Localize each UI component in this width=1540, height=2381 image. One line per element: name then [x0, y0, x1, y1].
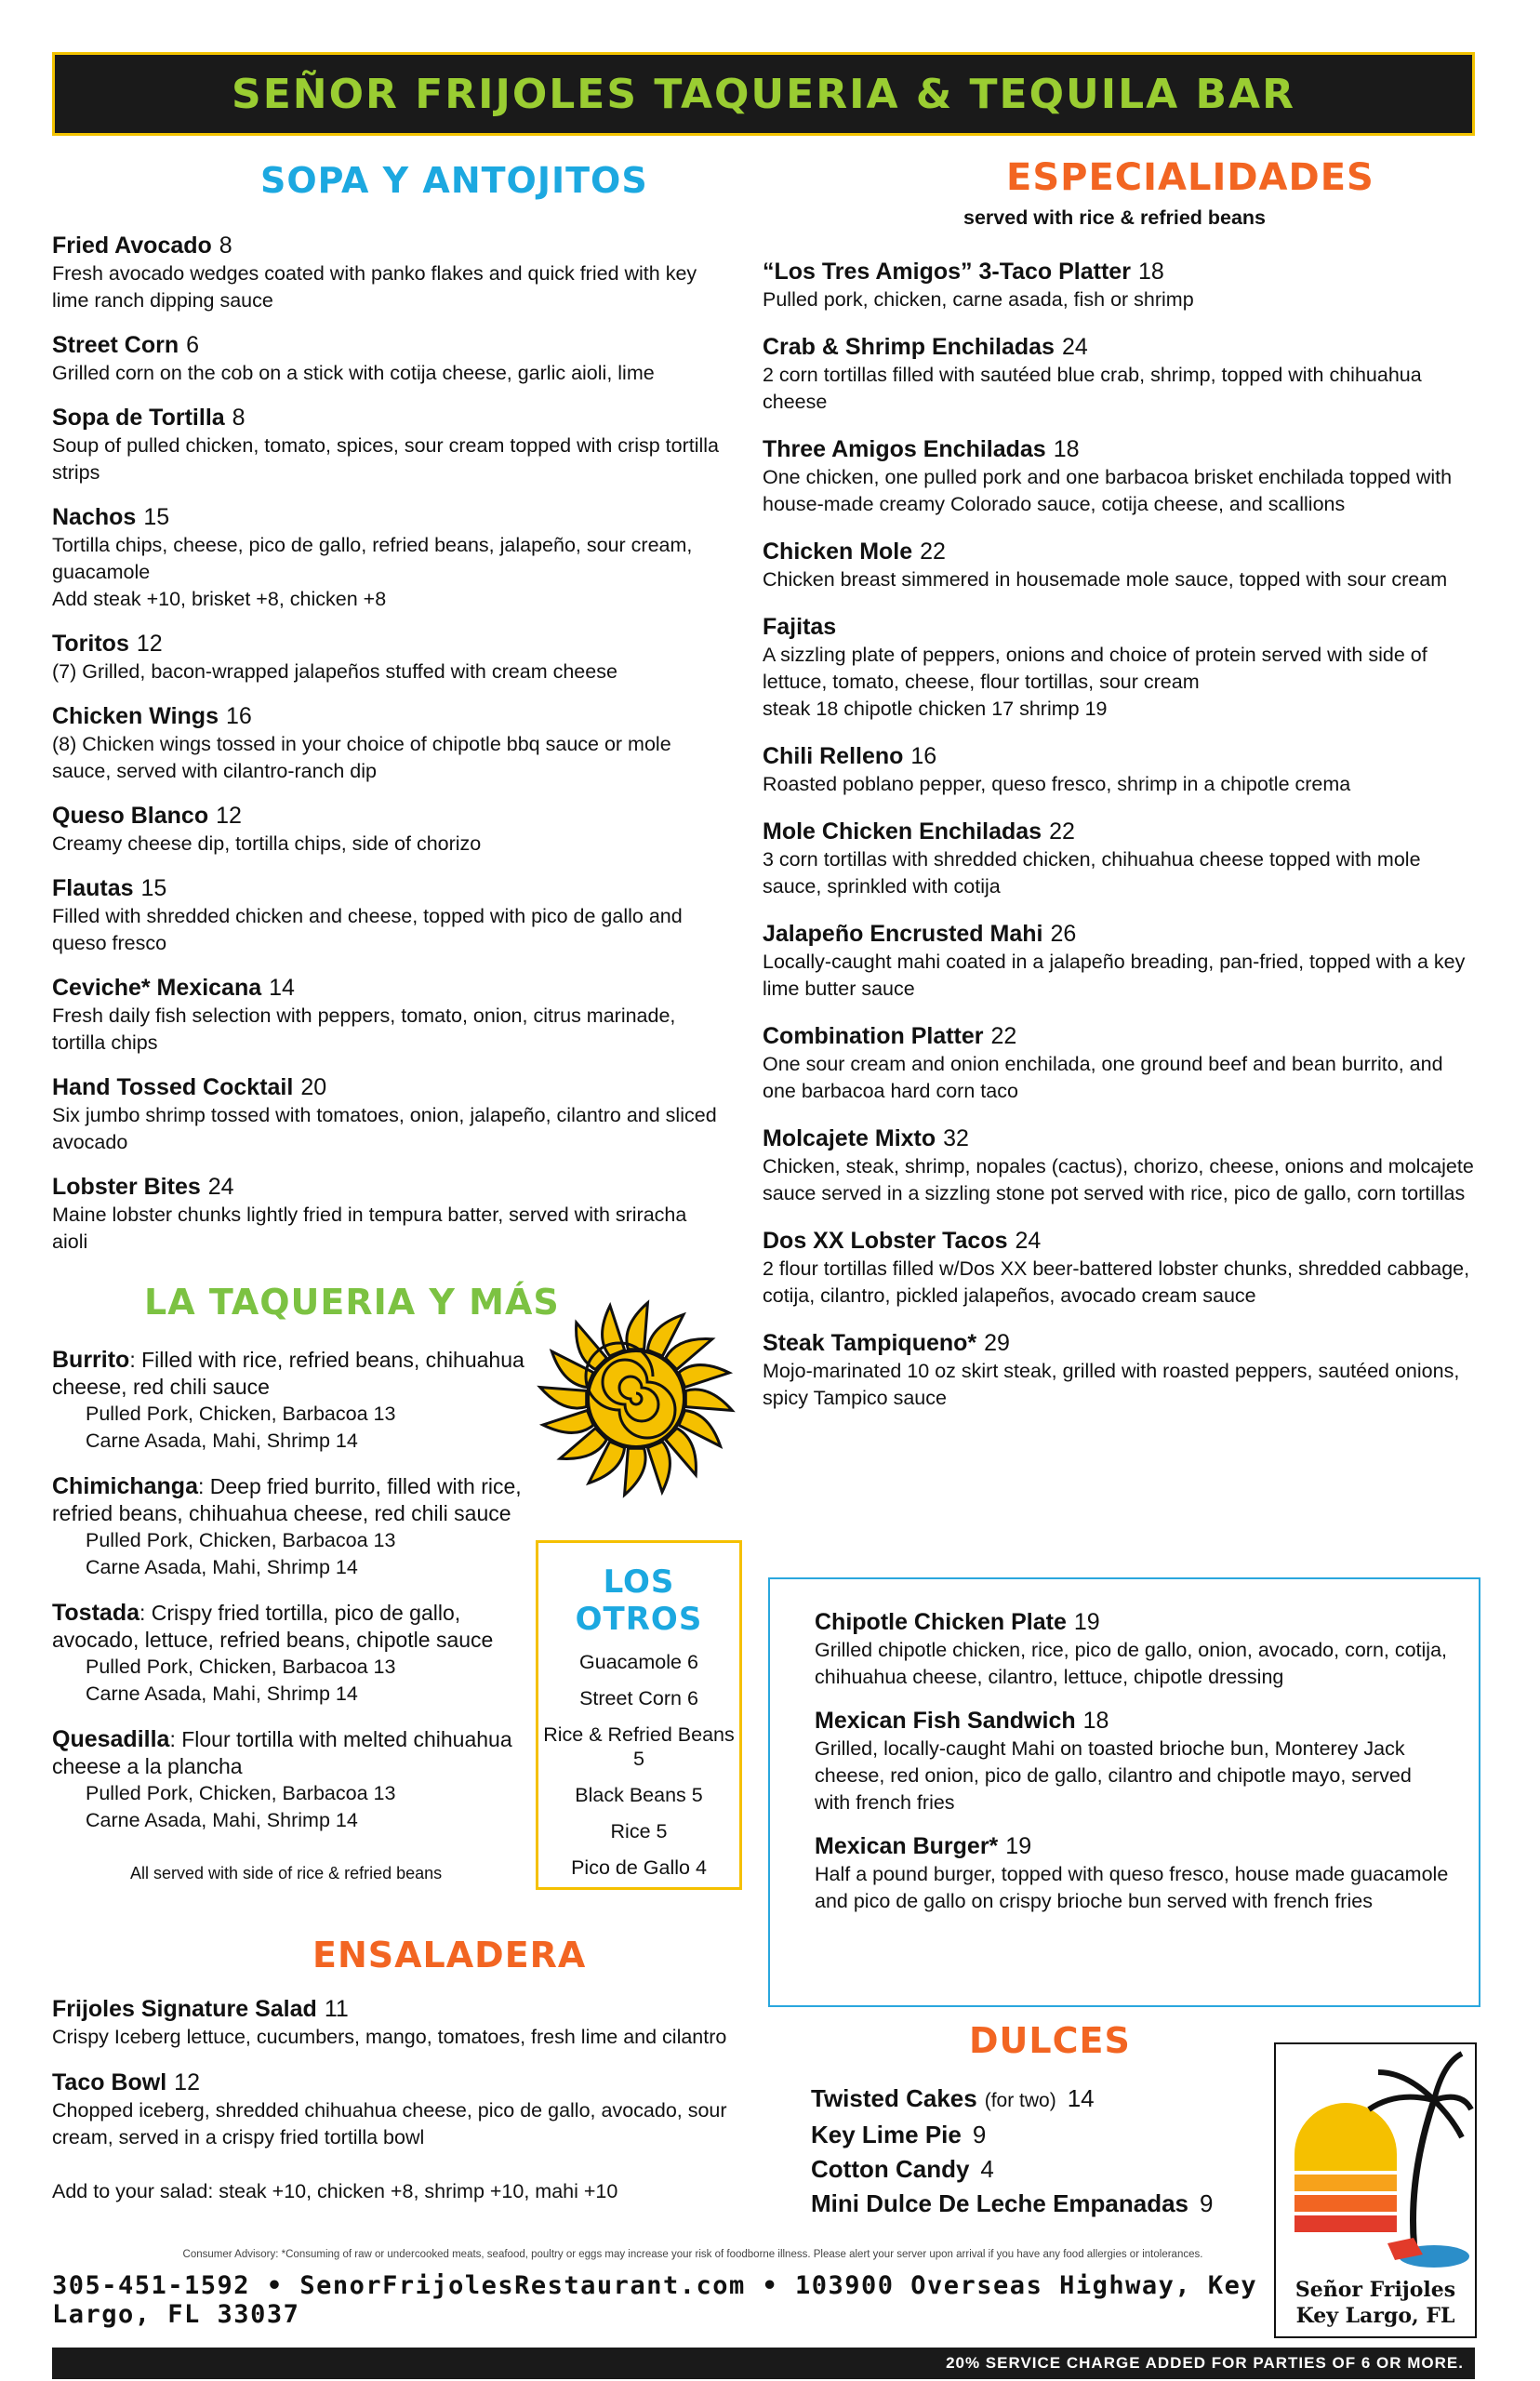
item-name-text: Mexican Fish Sandwich	[815, 1708, 1076, 1734]
item-price: 22	[1049, 818, 1075, 845]
restaurant-title: SEÑOR FRIJOLES TAQUERIA & TEQUILA BAR	[232, 70, 1295, 118]
sun-ray	[627, 1303, 648, 1350]
especialidades-sub: served with rice & refried beans	[963, 206, 1267, 229]
item-name	[763, 332, 1479, 362]
item-description: Fresh daily fish selection with peppers, tomato, onion, citrus marinade, tortilla chips	[52, 1004, 676, 1054]
item-description: Creamy cheese dip, tortilla chips, side of chorizo	[52, 832, 482, 855]
sun-ray	[679, 1365, 729, 1388]
item-description-line	[52, 1347, 536, 1401]
item-description: Six jumbo shrimp tossed with tomatoes, onion, jalapeño, cilantro and sliced avocado	[52, 1104, 717, 1153]
item-price: 11	[324, 1996, 349, 2022]
sun-ray	[543, 1410, 593, 1432]
ensaladera-heading: ENSALADERA	[312, 1935, 587, 1975]
item-price: 24	[1015, 1228, 1042, 1254]
taqueria-heading: LA TAQUERIA Y MÁS	[144, 1282, 560, 1323]
dessert-item	[811, 2082, 1267, 2118]
item-description: Maine lobster chunks lightly fried in tempura batter, served with sriracha aioli	[52, 1204, 687, 1253]
item-option: Carne Asada, Mahi, Shrimp 14	[86, 1430, 358, 1452]
item-price: 18	[1137, 259, 1164, 285]
menu-item	[763, 1226, 1479, 1310]
item-description-line	[52, 1600, 536, 1654]
item-price: 16	[225, 703, 252, 729]
item-description: : Filled with rice, refried beans, chihuahua cheese, red chili sauce	[52, 1348, 524, 1399]
item-price: 12	[216, 803, 242, 829]
los-otros-box	[536, 1540, 742, 1890]
item-description: Roasted poblano pepper, queso fresco, shrimp in a chipotle crema	[763, 773, 1351, 795]
item-name-text: Three Amigos Enchiladas	[763, 436, 1046, 462]
dessert-price: 9	[972, 2121, 987, 2148]
item-name	[815, 1607, 1451, 1637]
item-description: : Deep fried burrito, filled with rice, refried beans, chihuahua cheese, red chili sauce	[52, 1474, 522, 1525]
item-name-text: Fajitas	[763, 614, 837, 640]
item-name	[52, 973, 722, 1003]
item-name	[763, 1226, 1479, 1256]
sun-icon	[534, 1297, 738, 1501]
dessert-item	[811, 2118, 1267, 2152]
item-description: 3 corn tortillas with shredded chicken, chihuahua cheese topped with mole sauce, sprinkled with cotija	[763, 848, 1421, 898]
item-name-text: Sopa de Tortilla	[52, 405, 225, 431]
menu-item	[763, 919, 1479, 1003]
los-otros-heading: LOS OTROS	[575, 1563, 703, 1638]
item-name	[52, 2068, 740, 2097]
sun-ray	[603, 1306, 625, 1356]
item-description: Grilled chipotle chicken, rice, pico de gallo, onion, avocado, corn, cotija, chihuahua cheese, cilantro, lettuce, chipotle dressing	[815, 1639, 1448, 1688]
item-name-text: Combination Platter	[763, 1023, 984, 1049]
menu-item	[52, 1994, 740, 2051]
item-name-text: Burrito	[52, 1347, 130, 1373]
item-option: Pulled Pork, Chicken, Barbacoa 13	[86, 1656, 396, 1678]
menu-item	[52, 1726, 536, 1834]
item-name	[763, 612, 1479, 642]
menu-item	[52, 701, 722, 785]
service-charge-bar	[52, 2348, 1475, 2379]
title-banner	[52, 52, 1475, 136]
item-name	[763, 919, 1479, 949]
item-name	[763, 1124, 1479, 1153]
menu-item	[763, 612, 1479, 723]
item-price: 18	[1053, 436, 1080, 462]
menu-item	[52, 873, 722, 957]
item-name-text: Tostada	[52, 1600, 139, 1626]
menu-item	[815, 1607, 1451, 1691]
menu-item	[52, 973, 722, 1057]
item-description: One sour cream and onion enchilada, one ground beef and bean burrito, and one barbacoa hard corn taco	[763, 1053, 1443, 1102]
item-name-text: Taco Bowl	[52, 2069, 167, 2095]
item-price: 19	[1005, 1833, 1032, 1859]
logo-line-1: Señor Frijoles	[1294, 2278, 1456, 2302]
item-description: Fresh avocado wedges coated with panko flakes and quick fried with key lime ranch dipping sauce	[52, 262, 697, 312]
item-price: 8	[219, 233, 232, 259]
menu-item	[763, 1021, 1479, 1105]
menu-item	[52, 1172, 722, 1256]
menu-item	[763, 434, 1479, 518]
menu-item	[763, 257, 1479, 313]
item-description: Pulled pork, chicken, carne asada, fish or shrimp	[763, 288, 1194, 311]
palm-sunset-logo	[1274, 2042, 1477, 2338]
sopa-list	[52, 231, 722, 1271]
item-name-text: Frijoles Signature Salad	[52, 1996, 317, 2022]
item-price: 29	[984, 1330, 1010, 1356]
item-name	[52, 502, 722, 532]
item-price: 12	[174, 2069, 200, 2095]
item-name	[52, 701, 722, 731]
item-description: Crispy Iceberg lettuce, cucumbers, mango, tomatoes, fresh lime and cilantro	[52, 2026, 727, 2048]
item-name-text: Molcajete Mixto	[763, 1125, 936, 1151]
item-description: 2 corn tortillas filled with sautéed blue crab, shrimp, topped with chihuahua cheese	[763, 364, 1422, 413]
taqueria-list	[52, 1347, 536, 1853]
item-extra: Add steak +10, brisket +8, chicken +8	[52, 588, 387, 610]
item-name	[52, 330, 722, 360]
item-description: One chicken, one pulled pork and one barbacoa brisket enchilada topped with house-made creamy Colorado sauce, cotija cheese, and scallions	[763, 466, 1453, 515]
item-name-text: Flautas	[52, 875, 134, 901]
sopa-heading: SOPA Y ANTOJITOS	[260, 160, 648, 201]
dessert-price: 14	[1067, 2084, 1095, 2112]
item-price: 12	[136, 631, 163, 657]
item-name-text: Chimichanga	[52, 1473, 198, 1499]
menu-item	[763, 332, 1479, 416]
item-option: Carne Asada, Mahi, Shrimp 14	[86, 1683, 358, 1705]
menu-item	[52, 1600, 536, 1708]
ensaladera-list	[52, 1994, 740, 2168]
dessert-price: 9	[1200, 2189, 1214, 2217]
item-description: : Crispy fried tortilla, pico de gallo, avocado, lettuce, refried beans, chipotle sauce	[52, 1601, 494, 1652]
item-description: 2 flour tortillas filled w/Dos XX beer-battered lobster chunks, shredded cabbage, cotija, cilantro, pickled jalapeños, avocado cream sauce	[763, 1257, 1470, 1307]
menu-item	[52, 403, 722, 486]
item-name	[763, 1021, 1479, 1051]
item-name	[52, 231, 722, 260]
taqueria-note: All served with side of rice & refried beans	[130, 1864, 443, 1882]
item-name-text: Chicken Wings	[52, 703, 219, 729]
item-name	[815, 1706, 1451, 1736]
dessert-name: Twisted Cakes	[811, 2084, 977, 2112]
consumer-advisory: Consumer Advisory: *Consuming of raw or undercooked meats, seafood, poultry or eggs may increase your risk of foodborne illness. Please alert your server upon arrival if you have any food allergies or intolerances.	[182, 2249, 1203, 2260]
menu-item	[815, 1831, 1451, 1915]
item-price: 26	[1050, 921, 1077, 947]
item-price: 20	[300, 1074, 327, 1100]
item-price: 15	[143, 504, 170, 530]
item-name	[763, 537, 1479, 566]
item-price: 32	[943, 1125, 969, 1151]
item-name-text: Toritos	[52, 631, 129, 657]
dessert-name: Cotton Candy	[811, 2155, 970, 2183]
especialidades-list	[763, 257, 1479, 1430]
item-price: 24	[207, 1174, 234, 1200]
item-price: 16	[910, 743, 937, 769]
dulces-list	[811, 2082, 1267, 2221]
item-name	[52, 629, 722, 658]
menu-item	[815, 1706, 1451, 1816]
item-description: Chicken, steak, shrimp, nopales (cactus), chorizo, cheese, onions and molcajete sauce served in a sizzling stone pot served with rice, pico de gallo, corn tortillas	[763, 1155, 1474, 1204]
item-description: Locally-caught mahi coated in a jalapeño breading, pan-fried, topped with a key lime butter sauce	[763, 951, 1466, 1000]
item-name-text: Crab & Shrimp Enchiladas	[763, 334, 1055, 360]
item-name-text: Queso Blanco	[52, 803, 209, 829]
item-name	[52, 873, 722, 903]
dessert-name: Key Lime Pie	[811, 2121, 962, 2148]
item-description: Chopped iceberg, shredded chihuahua cheese, pico de gallo, avocado, sour cream, served in a crispy fried tortilla bowl	[52, 2099, 727, 2148]
item-name-text: Chipotle Chicken Plate	[815, 1609, 1067, 1635]
item-name	[52, 1072, 722, 1102]
item-name-text: Steak Tampiqueno*	[763, 1330, 977, 1356]
menu-item	[52, 1072, 722, 1156]
item-name	[763, 434, 1479, 464]
sun-ray	[625, 1448, 646, 1495]
dessert-name: Mini Dulce De Leche Empanadas	[811, 2189, 1189, 2217]
logo-line-2: Key Largo, FL	[1295, 2304, 1455, 2328]
item-price: 22	[990, 1023, 1017, 1049]
otros-item: Rice & Refried Beans 5	[543, 1723, 735, 1770]
menu-item	[763, 817, 1479, 900]
item-name-text: Street Corn	[52, 332, 179, 358]
item-name-text: Fried Avocado	[52, 233, 212, 259]
item-description-line	[52, 1473, 536, 1527]
item-description: Chicken breast simmered in housemade mole sauce, topped with sour cream	[763, 568, 1448, 591]
service-charge-text: 20% SERVICE CHARGE ADDED FOR PARTIES OF 6 OR MORE.	[946, 2354, 1464, 2372]
item-description: (8) Chicken wings tossed in your choice of chipotle bbq sauce or mole sauce, served with cilantro-ranch dip	[52, 733, 671, 782]
item-price: 6	[186, 332, 200, 358]
item-option: Carne Asada, Mahi, Shrimp 14	[86, 1556, 358, 1578]
otros-item: Black Beans 5	[575, 1784, 703, 1806]
item-description: Tortilla chips, cheese, pico de gallo, refried beans, jalapeño, sour cream, guacamole	[52, 534, 693, 583]
dulces-heading: DULCES	[969, 2020, 1131, 2061]
item-option: Pulled Pork, Chicken, Barbacoa 13	[86, 1403, 396, 1425]
item-option: Carne Asada, Mahi, Shrimp 14	[86, 1809, 358, 1831]
menu-item	[763, 1328, 1479, 1412]
item-price: 22	[920, 539, 946, 565]
item-price: 18	[1082, 1708, 1109, 1734]
contact-line: 305-451-1592 • SenorFrijolesRestaurant.com • 103900 Overseas Highway, Key Largo, FL 33037	[52, 2271, 1258, 2329]
especialidades-heading: ESPECIALIDADES	[1006, 156, 1374, 199]
item-name-text: Chili Relleno	[763, 743, 904, 769]
dessert-item	[811, 2187, 1267, 2221]
otros-item: Street Corn 6	[579, 1687, 698, 1709]
item-price: 15	[140, 875, 167, 901]
item-name-text: Mexican Burger*	[815, 1833, 999, 1859]
menu-item	[52, 1473, 536, 1581]
item-name	[52, 1172, 722, 1202]
menu-item	[52, 330, 722, 387]
item-name-text: Dos XX Lobster Tacos	[763, 1228, 1008, 1254]
item-name	[52, 403, 722, 432]
item-name	[52, 1994, 740, 2024]
item-description: A sizzling plate of peppers, onions and choice of protein served with side of lettuce, tomato, cheese, flour tortillas, sour cream	[763, 644, 1427, 693]
item-price: 8	[232, 405, 246, 431]
sun-ray	[540, 1388, 587, 1409]
sun-ray	[647, 1442, 670, 1492]
item-description: (7) Grilled, bacon-wrapped jalapeños stuffed with cream cheese	[52, 660, 617, 683]
item-description: Grilled, locally-caught Mahi on toasted brioche bun, Monterey Jack cheese, red onion, pico de gallo, cilantro and chipotle mayo, served with french fries	[815, 1737, 1412, 1814]
item-name-text: Quesadilla	[52, 1726, 170, 1752]
item-description-line	[52, 1726, 536, 1780]
item-price: 24	[1061, 334, 1088, 360]
otros-item: Guacamole 6	[579, 1651, 698, 1673]
item-name-text: Ceviche* Mexicana	[52, 975, 262, 1001]
item-option: Pulled Pork, Chicken, Barbacoa 13	[86, 1529, 396, 1551]
item-name-text: Jalapeño Encrusted Mahi	[763, 921, 1043, 947]
menu-item	[52, 629, 722, 685]
item-name	[763, 741, 1479, 771]
menu-item	[52, 1347, 536, 1455]
item-extra: steak 18 chipotle chicken 17 shrimp 19	[763, 698, 1108, 720]
dessert-price: 4	[980, 2155, 994, 2183]
otros-item: Pico de Gallo 4	[571, 1856, 707, 1879]
otros-item: Rice 5	[610, 1820, 668, 1842]
menu-item	[52, 231, 722, 314]
menu-item	[52, 2068, 740, 2151]
salad-add-ons: Add to your salad: steak +10, chicken +8, shrimp +10, mahi +10	[52, 2180, 618, 2202]
item-name	[763, 1328, 1479, 1358]
item-name-text: Lobster Bites	[52, 1174, 201, 1200]
menu-item	[763, 1124, 1479, 1207]
item-name	[52, 801, 722, 831]
plates-box	[768, 1577, 1480, 2007]
item-price: 19	[1073, 1609, 1100, 1635]
menu-item	[763, 741, 1479, 798]
menu-item	[763, 537, 1479, 593]
item-name-text: Chicken Mole	[763, 539, 913, 565]
dessert-note: (for two)	[984, 2090, 1056, 2111]
item-option: Pulled Pork, Chicken, Barbacoa 13	[86, 1782, 396, 1804]
menu-item	[52, 502, 722, 613]
item-price: 14	[269, 975, 295, 1001]
item-name	[815, 1831, 1451, 1861]
item-description: : Flour tortilla with melted chihuahua cheese a la plancha	[52, 1727, 512, 1778]
item-name	[763, 817, 1479, 846]
item-description: Grilled corn on the cob on a stick with cotija cheese, garlic aioli, lime	[52, 362, 655, 384]
sun-ray	[685, 1390, 732, 1411]
dessert-item	[811, 2152, 1267, 2187]
item-name-text: Mole Chicken Enchiladas	[763, 818, 1042, 845]
item-description: Half a pound burger, topped with queso fresco, house made guacamole and pico de gallo on crispy brioche bun served with french fries	[815, 1863, 1449, 1912]
item-description: Soup of pulled chicken, tomato, spices, sour cream topped with crisp tortilla strips	[52, 434, 720, 484]
item-name	[763, 257, 1479, 286]
item-name-text: Hand Tossed Cocktail	[52, 1074, 294, 1100]
menu-item	[52, 801, 722, 858]
item-name-text: “Los Tres Amigos” 3-Taco Platter	[763, 259, 1131, 285]
item-name-text: Nachos	[52, 504, 137, 530]
item-description: Mojo-marinated 10 oz skirt steak, grilled with roasted peppers, sautéed onions, spicy Tampico sauce	[763, 1360, 1460, 1409]
item-description: Filled with shredded chicken and cheese, topped with pico de gallo and queso fresco	[52, 905, 683, 954]
